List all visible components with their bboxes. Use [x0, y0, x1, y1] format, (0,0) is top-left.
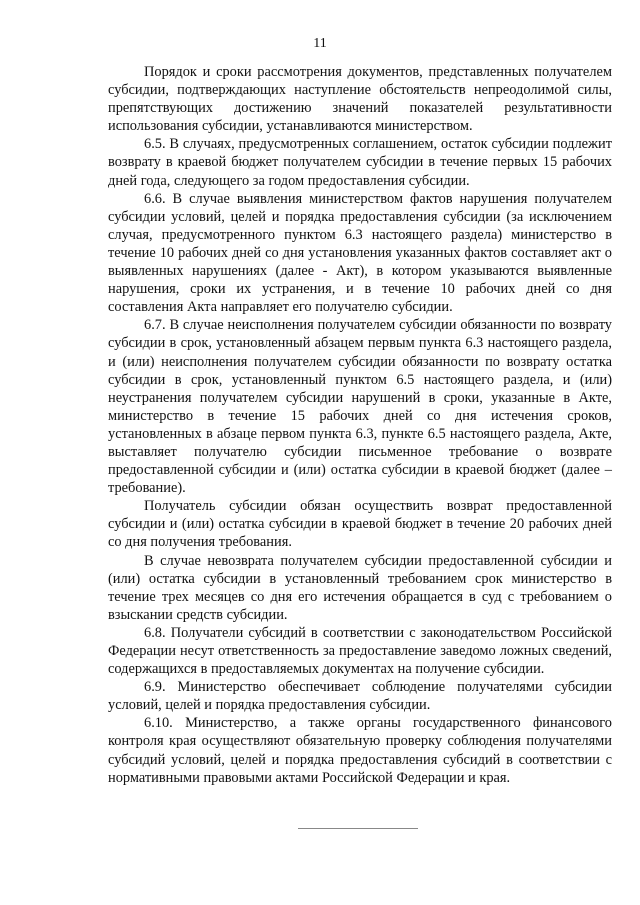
document-body [108, 63, 612, 787]
paragraph-6-7: 6.7. В случае неисполнения получателем субсидии обязанности по возврату субсидии в срок, установленный абзацем первым пункта 6.3 настоящего раздела, и (или) неисполнения получателем субсидии обязанности по возврату остатка субсидии в срок, установленный пунктом 6.5 настоящего раздела, и (или) неустранения получателем субсидии нарушений в сроки, указанные в Акте, министерство в течение 15 рабочих дней со дня истечения сроков, установленных в абзаце первом пункта 6.3, пункте 6.5 настоящего раздела, Акте, выставляет получателю субсидии письменное требование о возврате предоставленной субсидии и (или) остатка субсидии в краевой бюджет (далее – требование). [108, 317, 612, 497]
paragraph-6-9: 6.9. Министерство обеспечивает соблюдение получателями субсидии условий, целей и порядка предоставления субсидии. [108, 679, 612, 714]
paragraph-6-10: 6.10. Министерство, а также органы государственного финансового контроля края осуществляют обязательную проверку соблюдения получателями субсидий условий, целей и порядка предоставления субсидий в соответствии с нормативными правовыми актами Российской Федерации и края. [108, 715, 612, 786]
paragraph-non-return-court: В случае невозврата получателем субсидии предоставленной субсидии и (или) остатка субсидии в установленный требованием срок министерство в течение трех месяцев со дня его истечения обращается в суд с требованием о взыскании средств субсидии. [108, 552, 612, 623]
end-separator-line [298, 828, 418, 829]
paragraph-force-majeure-review: Порядок и сроки рассмотрения документов, представленных получателем субсидии, подтверждающих наступление обстоятельств непреодолимой силы, препятствующих достижению значений показателей результативности использования субсидии, устанавливаются министерством. [108, 64, 612, 135]
page-number: 11 [313, 36, 327, 51]
paragraph-return-obligation: Получатель субсидии обязан осуществить возврат предоставленной субсидии и (или) остатка субсидии в краевой бюджет в течение 20 рабочих дней со дня получения требования. [108, 498, 612, 551]
paragraph-6-8: 6.8. Получатели субсидий в соответствии с законодательством Российской Федерации несут ответственность за предоставление заведомо ложных сведений, содержащихся в предоставляемых документах на получение субсидии. [108, 624, 612, 678]
paragraph-6-6: 6.6. В случае выявления министерством фактов нарушения получателем субсидии условий, целей и порядка предоставления субсидии (за исключением случая, предусмотренного пунктом 6.3 настоящего раздела) министерство в течение 10 рабочих дней со дня установления указанных фактов составляет акт о выявленных нарушениях (далее - Акт), в котором указываются выявленные нарушения, сроки их устранения, и в течение 10 рабочих дней со дня составления Акта направляет его получателю субсидии. [108, 190, 612, 316]
paragraph-6-5: 6.5. В случаях, предусмотренных соглашением, остаток субсидии подлежит возврату в краевой бюджет получателем субсидии в течение первых 15 рабочих дней года, следующего за годом предоставления субсидии. [108, 136, 612, 189]
